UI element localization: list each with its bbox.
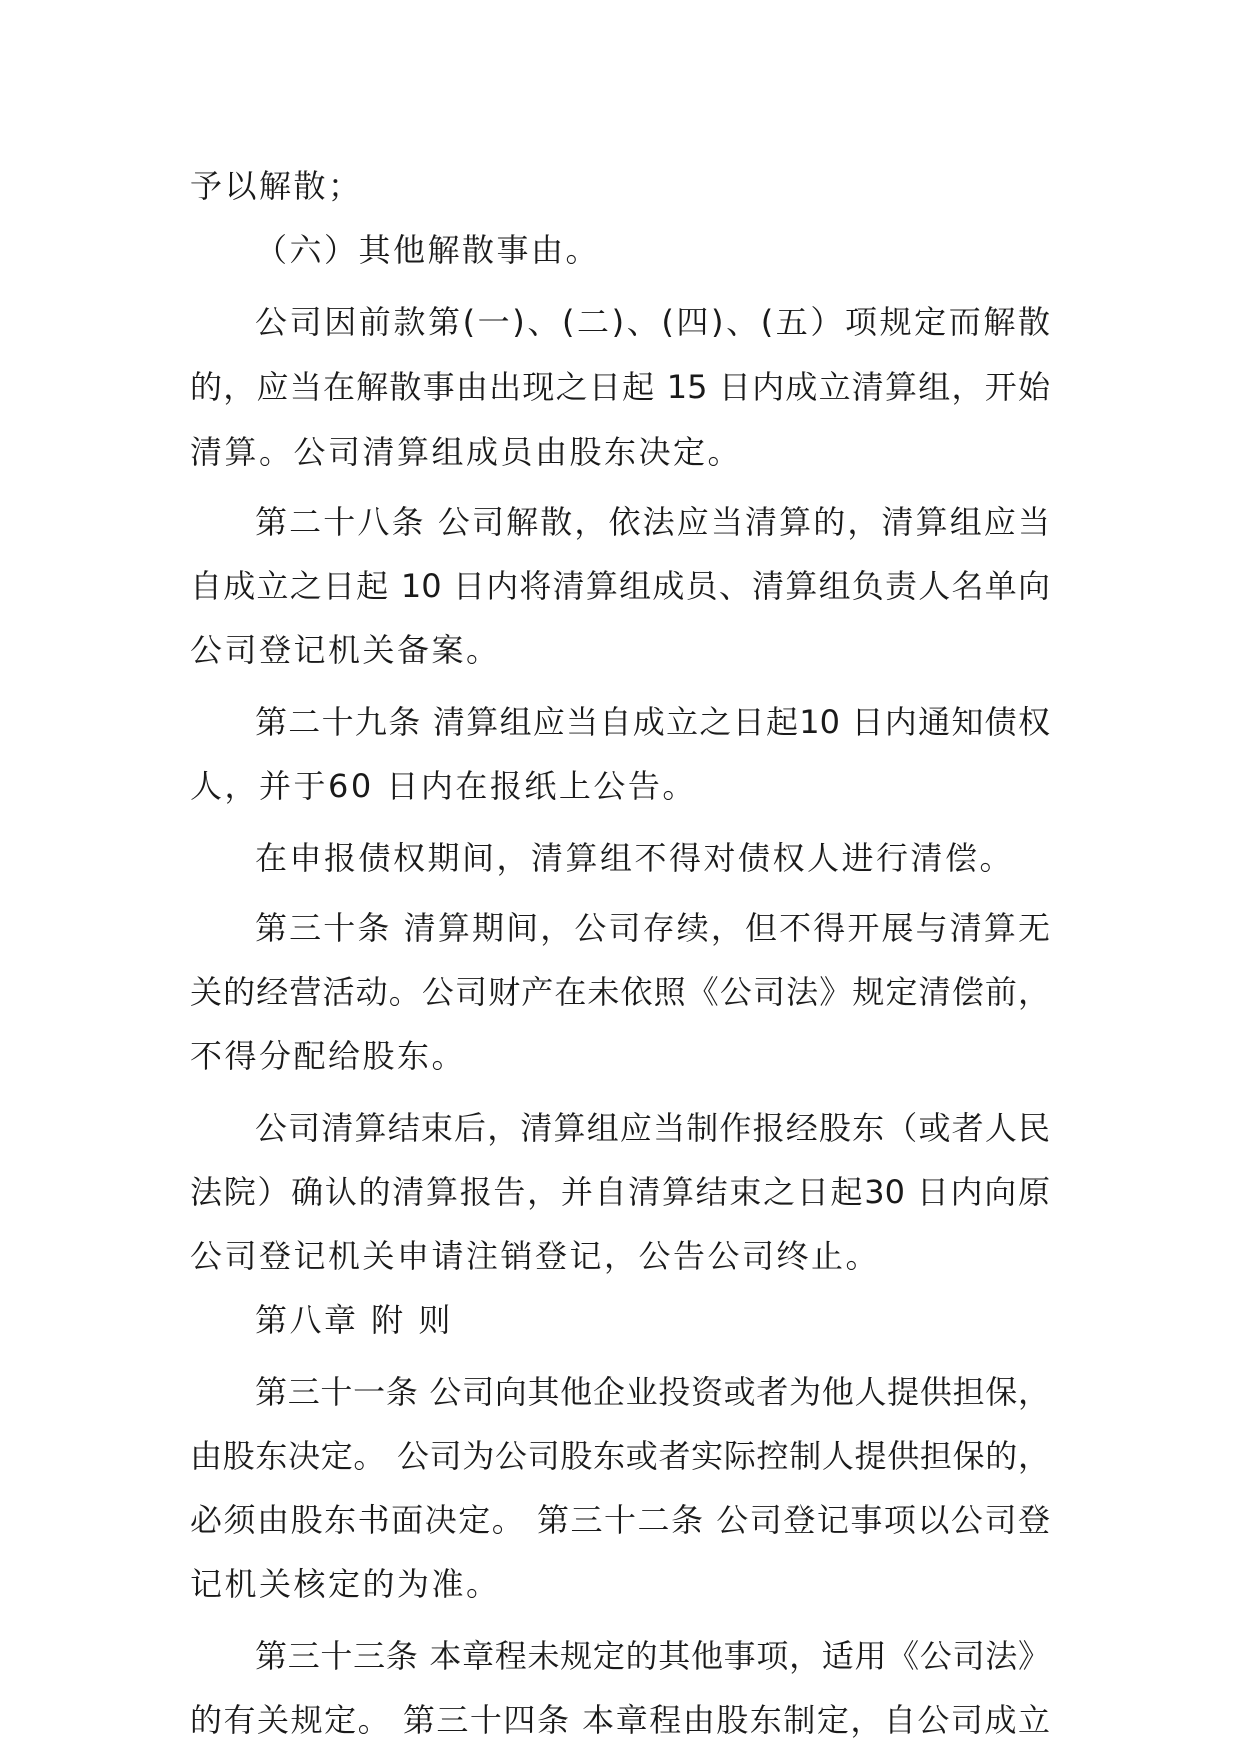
text-line-22: 记机关核定的为准。 (190, 1565, 501, 1603)
text-line-19: 第三十一条 公司向其他企业投资或者为他人提供担保， (255, 1373, 1050, 1411)
text-line-21: 必须由股东书面决定。 第三十二条 公司登记事项以公司登 (190, 1501, 1050, 1539)
text-line-3: 公司因前款第(一)、(二)、(四)、(五）项规定而解散 (255, 303, 1050, 341)
text-line-8: 公司登记机关备案。 (190, 631, 501, 669)
text-line-9: 第二十九条 清算组应当自成立之日起10 日内通知债权 (255, 703, 1050, 741)
text-line-12: 第三十条 清算期间，公司存续，但不得开展与清算无 (255, 909, 1050, 947)
text-line-5: 清算。公司清算组成员由股东决定。 (190, 433, 743, 471)
text-line-17: 公司登记机关申请注销登记，公告公司终止。 (190, 1237, 881, 1275)
text-line-7: 自成立之日起 10 日内将清算组成员、清算组负责人名单向 (190, 567, 1050, 605)
text-line-2: （六）其他解散事由。 (255, 231, 601, 269)
text-line-14: 不得分配给股东。 (190, 1037, 467, 1075)
text-line-1: 予以解散； (190, 167, 363, 205)
text-line-6: 第二十八条 公司解散，依法应当清算的，清算组应当 (255, 503, 1050, 541)
text-line-4: 的，应当在解散事由出现之日起 15 日内成立清算组，开始 (190, 368, 1050, 406)
text-line-10: 人，并于60 日内在报纸上公告。 (190, 767, 697, 805)
text-line-16: 法院）确认的清算报告，并自清算结束之日起30 日内向原 (190, 1173, 1050, 1211)
text-line-11: 在申报债权期间，清算组不得对债权人进行清偿。 (255, 839, 1015, 877)
text-line-20: 由股东决定。 公司为公司股东或者实际控制人提供担保的， (190, 1437, 1050, 1475)
chapter-heading: 第八章 附 则 (255, 1301, 453, 1339)
text-line-13: 关的经营活动。公司财产在未依照《公司法》规定清偿前， (190, 973, 1050, 1011)
text-line-23: 第三十三条 本章程未规定的其他事项，适用《公司法》 (255, 1637, 1050, 1675)
text-line-24: 的有关规定。 第三十四条 本章程由股东制定，自公司成立 (190, 1701, 1050, 1739)
text-line-15: 公司清算结束后，清算组应当制作报经股东（或者人民 (255, 1109, 1050, 1147)
